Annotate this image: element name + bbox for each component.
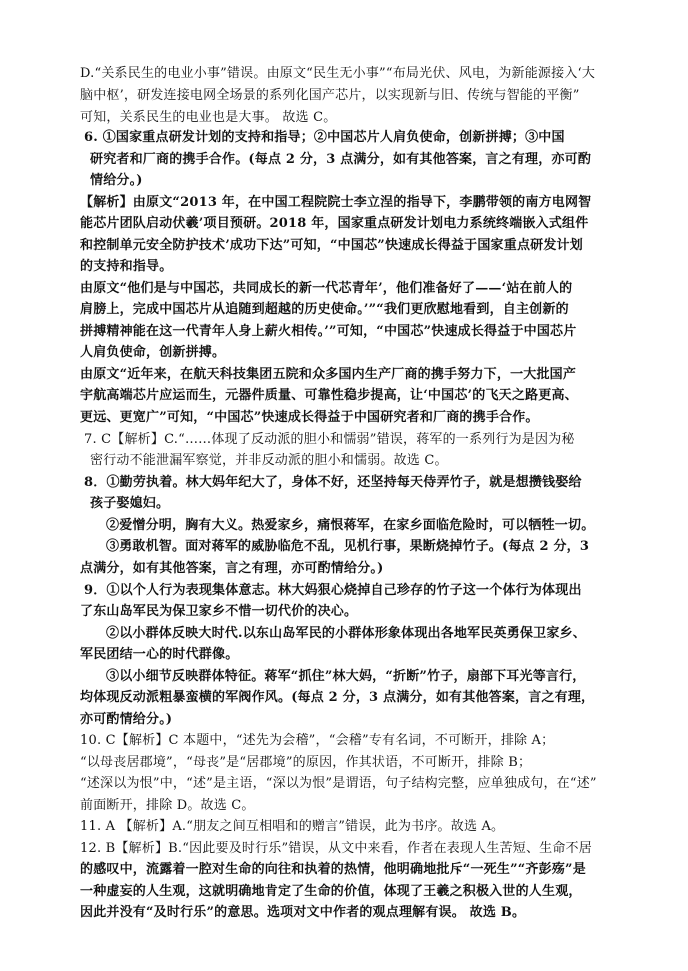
analysis-line: 和控制单元安全防护技术’成功下达”可知，“中国芯”快速成长得益于国家重点研发计划 — [80, 238, 583, 253]
answer-11-line: 11. A 【解析】A.“朋友之间互相唱和的赠言”错误，此为书序。故选 A。 — [80, 819, 505, 834]
answer-10-line: “述深以为恨”中，“述”是主语，“深以为恨”是谓语，句子结构完整，应单独成句，在“述” — [80, 776, 597, 791]
analysis-line: 由原文“近年来，在航天科技集团五院和众多国内生产厂商的携手努力下，一大批国产 — [80, 367, 577, 382]
answer-9-line: 了东山岛军民为保卫家乡不惜一切代价的决心。 — [80, 604, 358, 619]
analysis-line: 由原文“他们是与中国芯，共同成长的新一代芯青年’，他们准备好了——‘站在前人的 — [80, 281, 573, 296]
answer-9-line: ③以小细节反映群体特征。蒋军“抓住”林大妈，“折断”竹子，扇部下耳光等言行， — [106, 669, 586, 684]
text-line: 可知，关系民生的电业也是大事。 故选 C。 — [80, 110, 337, 125]
answer-9-line: 均体现反动派粗暴蛮横的军阀作风。(每点 2 分，3 点满分，如有其他答案，言之有理， — [80, 690, 595, 705]
analysis-line: 拼搏精神能在这一代青年人身上薪火相传。’”可知，“中国芯”快速成长得益于中国芯片 — [80, 324, 577, 339]
answer-12-line: 一种虚妄的人生观，这就明确地肯定了生命的价值，体现了王羲之积极入世的人生观， — [80, 884, 582, 899]
text-line: 脑中枢’，研发连接电网全场景的系列化国产芯片，以实现新与旧、传统与智能的平衡” — [80, 88, 580, 103]
analysis-line: 能芯片团队启动伏羲’项目预研。2018 年，国家重点研发计划电力系统终端嵌入式组件 — [80, 216, 589, 231]
answer-6-line: 研究者和厂商的携手合作。(每点 2 分，3 点满分，如有其他答案，言之有理，亦可酌 — [90, 152, 592, 167]
analysis-line: 宇航高端芯片应运而生，元器件质量、可靠性稳步提高，让‘中国芯’的飞天之路更高、 — [80, 388, 578, 403]
answer-12-line: 因此并没有“及时行乐”的意思。选项对文中作者的观点理解有误。 故选 B。 — [80, 905, 526, 920]
answer-6-line: 情给分。) — [90, 173, 143, 188]
analysis-line: 更远、更宽广”可知，“中国芯”快速成长得益于中国研究者和厂商的携手合作。 — [80, 410, 539, 425]
answer-7-line: 7. C【解析】C.“……体现了反动派的胆小和懦弱”错误，蒋军的一系列行为是因为秘 — [84, 432, 575, 447]
answer-7-line: 密行动不能泄漏军察觉，并非反动派的胆小和懦弱。故选 C。 — [90, 453, 448, 468]
answer-8-line: 孩子娶媳妇。 — [90, 496, 170, 511]
answer-8-line: ②爱憎分明，胸有大义。热爱家乡，痛恨蒋军，在家乡面临危险时，可以牺牲一切。 — [106, 518, 595, 533]
answer-10-line: “以母丧居郡境”，“母丧”是“居郡境”的原因，作其状语，不可断开，排除 B； — [80, 755, 532, 770]
answer-10-line: 10. C【解析】C 本题中，“述先为会稽”，“会稽”专有名词，不可断开，排除 A； — [80, 733, 555, 748]
analysis-line: 【解析】由原文“2013 年，在中国工程院院士李立浧的指导下，李鹏带领的南方电网智 — [80, 195, 592, 210]
answer-10-line: 前面断开，排除 D。故选 C。 — [80, 798, 255, 813]
answer-6-line: 6. ①国家重点研发计划的支持和指导；②中国芯片人肩负使命，创新拼搏；③中国 — [84, 130, 565, 145]
answer-12-line: 的感叹中，流露着一腔对生命的向往和执着的热情，他明确地批斥“一死生”“齐彭殇”是 — [80, 862, 586, 877]
answer-9-line: 军民团结一心的时代群像。 — [80, 647, 239, 662]
answer-8-line: 点满分，如有其他答案，言之有理，亦可酌情给分。) — [80, 561, 384, 576]
answer-9-line: 9．①以个人行为表现集体意志。林大妈狠心烧掉自己珍存的竹子这一个体行为体现出 — [84, 583, 582, 598]
analysis-line: 肩膀上，完成中国芯片从追随到超越的历史使命。’”“我们更欣慰地看到，自主创新的 — [80, 302, 569, 317]
answer-9-line: ②以小群体反映大时代.以东山岛军民的小群体形象体现出各地军民英勇保卫家乡、 — [106, 626, 586, 641]
text-line: D.“关系民生的电业小事”错误。由原文“民生无小事”“布局光伏、风电，为新能源接入‘大 — [80, 66, 596, 81]
answer-8-line: ③勇敢机智。面对蒋军的威胁临危不乱，见机行事，果断烧掉竹子。(每点 2 分，3 — [106, 539, 590, 554]
answer-9-line: 亦可酌情给分。) — [80, 712, 173, 727]
analysis-line: 人肩负使命，创新拼搏。 — [80, 345, 226, 360]
answer-8-line: 8．①勤劳执着。林大妈年纪大了，身体不好，还坚持每天侍弄竹子，就是想攒钱娶给 — [84, 475, 582, 490]
analysis-line: 的支持和指导。 — [80, 259, 173, 274]
answer-12-line: 12. B【解析】B.“因此要及时行乐”错误，从文中来看，作者在表现人生苦短、生命不居 — [80, 841, 592, 856]
